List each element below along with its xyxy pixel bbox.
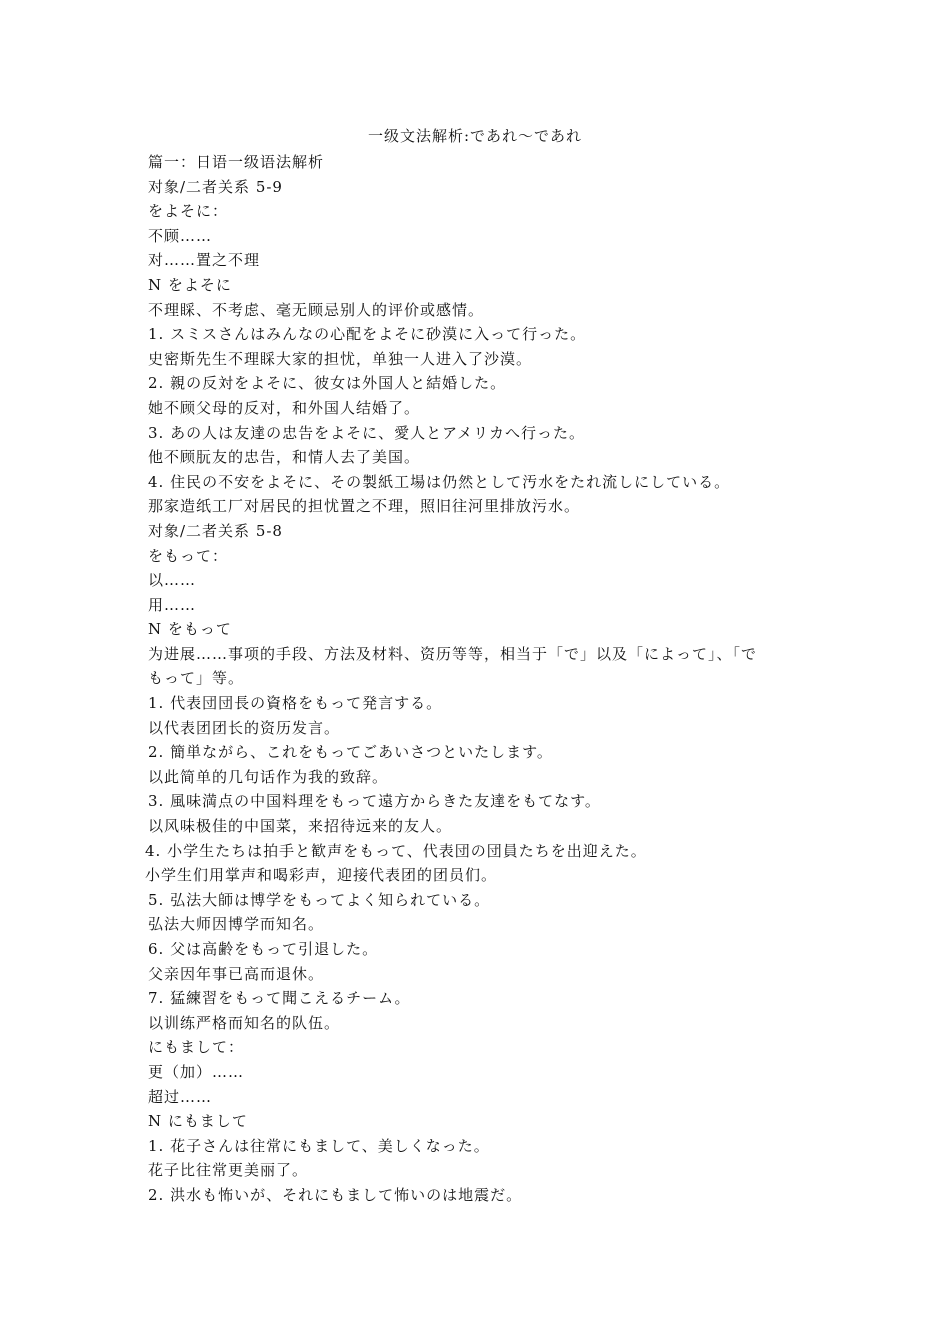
text-line: 5. 弘法大師は博学をもってよく知られている。	[148, 890, 491, 909]
document-body	[145, 150, 808, 1208]
text-line: 史密斯先生不理睬大家的担忧，单独一人进入了沙漠。	[148, 349, 533, 368]
text-line: 超过……	[148, 1087, 213, 1106]
text-line: をよそに：	[148, 202, 229, 221]
text-line: 6. 父は高齢をもって引退した。	[148, 940, 379, 958]
text-line: 4. 住民の不安をよそに、その製紙工場は仍然として汚水をたれ流しにしている。	[148, 472, 731, 491]
document-title: 一级文法解析:であれ～であれ	[367, 127, 583, 145]
text-line: 那家造纸工厂对居民的担忧置之不理，照旧往河里排放污水。	[148, 497, 581, 516]
text-line: N にもまして	[148, 1112, 248, 1131]
text-line: 更（加）……	[148, 1062, 245, 1081]
text-line: 弘法大师因博学而知名。	[148, 915, 325, 934]
text-line: 对……置之不理	[148, 251, 261, 270]
text-line: 以代表团团长的资历发言。	[148, 718, 341, 737]
text-line: N をもって	[148, 620, 232, 639]
text-line: 以此简单的几句话作为我的致辞。	[148, 767, 389, 786]
text-line: にもまして：	[148, 1038, 245, 1057]
text-line: 对象/二者关系 5-9	[148, 177, 283, 196]
text-line: 3. 風味満点の中国料理をもって遠方からきた友達をもてなす。	[148, 792, 601, 811]
text-line: 小学生们用掌声和喝彩声，迎接代表团的团员们。	[145, 866, 498, 885]
text-line: 以……	[148, 571, 197, 590]
text-line: 不理睬、不考虑、毫无顾忌别人的评价或感情。	[148, 300, 485, 319]
text-line: 1. 代表団団長の資格をもって発言する。	[148, 694, 443, 713]
text-line: 她不顾父母的反对，和外国人结婚了。	[148, 398, 421, 417]
text-line: 3. あの人は友達の忠告をよそに、愛人とアメリカへ行った。	[148, 423, 586, 442]
text-line: 篇一：日语一级语法解析	[148, 153, 325, 171]
text-line: 7. 猛練習をもって聞こえるチーム。	[148, 989, 411, 1008]
text-line: 用……	[148, 595, 197, 614]
text-line: 2. 洪水も怖いが、それにもまして怖いのは地震だ。	[148, 1185, 523, 1204]
text-line: N をよそに	[148, 275, 232, 294]
text-line: 不顾……	[148, 226, 213, 245]
text-line: 1. スミスさんはみんなの心配をよそに砂漠に入って行った。	[148, 325, 587, 344]
text-line: 以训练严格而知名的队伍。	[148, 1013, 341, 1032]
text-line: 对象/二者关系 5-8	[148, 521, 283, 540]
text-line: をもって：	[148, 546, 229, 565]
text-line: 为进展……事项的手段、方法及材料、资历等等，相当于「で」以及「によって」、「で	[148, 644, 758, 663]
text-line: 4. 小学生たちは拍手と歓声をもって、代表団の団員たちを出迎えた。	[145, 841, 647, 860]
text-line: 以风味极佳的中国菜，来招待远来的友人。	[148, 817, 453, 836]
text-line: 他不顾朊友的忠告，和情人去了美国。	[148, 448, 421, 467]
text-line: もって」等。	[148, 669, 245, 688]
text-line: 2. 簡単ながら、これをもってごあいさつといたします。	[148, 743, 553, 762]
text-line: 2. 親の反対をよそに、彼女は外国人と結婚した。	[148, 374, 507, 393]
text-line: 父亲因年事已高而退休。	[148, 964, 325, 983]
text-line: 花子比往常更美丽了。	[148, 1161, 309, 1180]
text-line: 1. 花子さんは往常にもまして、美しくなった。	[148, 1136, 490, 1155]
